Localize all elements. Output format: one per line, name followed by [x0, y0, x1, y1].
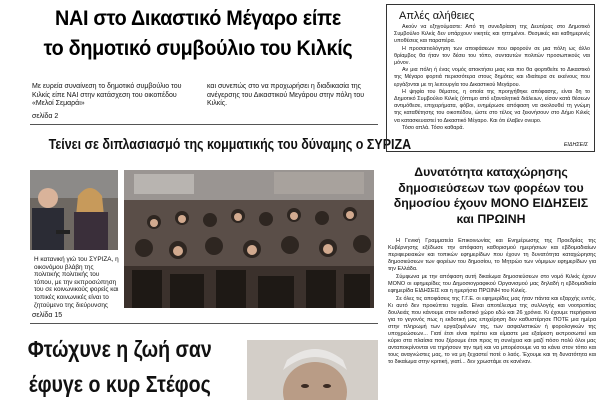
right-article-body — [388, 238, 596, 367]
third-headline — [22, 332, 218, 402]
photo-panel-speakers — [30, 170, 118, 250]
divider-1 — [30, 124, 378, 125]
portrait-photo-illustration — [247, 340, 378, 400]
page-reference-2: σελίδα 15 — [32, 312, 63, 319]
audience-photo-illustration — [124, 170, 374, 308]
photo-portrait — [247, 340, 378, 400]
third-headline-line2: έφυγε ο κυρ Στέφος — [28, 371, 211, 397]
editorial-signature: ΕΙΔΗΣΕΙΣ — [563, 142, 588, 148]
main-headline-line2: το δημοτικό συμβούλιο του Κιλκίς — [43, 36, 353, 60]
editorial-body — [394, 24, 590, 132]
editorial-paragraph: Η ψηφία του θέματος, η οποία της προηγήθηκε απόφασης, είναι δη το Δημοτικό Συμβούλιο Κιλκίς (όπτιμο από εξαναλητικά διάλειων, είσαν κατά θέσεων αντιμόθεσε, επιχειρήματα, φόβοι, ενημέρωσε απόφαση να ακολουθεί τη γνώμη της καταθέτησης του οικοπέδου, ώστε στο τέλος να ξεκινήσουν στο Δήμο Κιλκίς να κατασκευαστεί το Δικαστικό Μέγαρο. Και ότι έλαβεν ονειρο. — [394, 88, 590, 124]
article-paragraph: Η Γενική Γραμματεία Επικοινωνίας και Ενημέρωσης της Προεδρίας της Κυβέρνησης εξέδωσε την απόφαση καθορισμού ημερήσιων και εβδομαδιαίων περιφερειακών και τοπικών εφημερίδων που έχουν τη δυνατότητα καταχώρησης δημοσιεύσεων των φορέων του δημοσίου, το Μητρώο των νόμιμων εφημερίδων για την Ελλάδα. — [388, 238, 596, 272]
lede-column-1: Με ευρεία συναίνεση το δημοτικό συμβούλιο του Κιλκίς είπε ΝΑΙ στην κατάσχεση του οικοπέδου «Μελοί Σεμαράι» — [32, 83, 182, 107]
main-lede — [32, 83, 372, 109]
second-headline: Τείνει σε διπλασιασμό της κομματικής του δύναμης ο ΣΥΡΙΖΑ — [48, 137, 412, 153]
photo-caption: Η κατανική γιώ του ΣΥΡΙΖΑ, η οικονόμου βλάβη της πολιτικής πολιτικής του τόπου, με την εκπροσώπηση του σε κοινωνικούς φορείς και τοπικές κοινωνικές είναι το ζητούμενο της διεύρυνσης — [34, 256, 119, 309]
editorial-paragraph: Αν μια πόλη ή ένας νομός αποκτήσει μιας και πιο θα φορτιθείτε το Δικαστικό της Μέγαρο φορτιά περισσότερα στους δημότες και ιδιαίτερα σε εκείνους που εργάζονται με τη λειτουργία του Δικαστικού Μεγάρου. — [394, 67, 590, 88]
editorial-paragraph: Τόσο απλά. Τόσο καθαρά. — [402, 124, 465, 131]
speakers-photo-illustration — [30, 170, 118, 250]
lede-column-2: και συνεπώς στο να προχωρήσει η διαδικασία της ανέγερσης του Δικαστικού Μεγάρου στην πόλη του Κιλκίς. — [207, 83, 365, 107]
third-headline-line1: Φτώχυνε η ζωή σαν — [27, 336, 212, 362]
divider-2 — [30, 323, 378, 324]
photo-panel-audience — [124, 170, 374, 308]
main-headline — [34, 3, 362, 63]
editorial-box — [386, 4, 595, 152]
page-reference-1: σελίδα 2 — [32, 113, 59, 120]
article-paragraph: Σύμφωνα με την απόφαση αυτή δικαίωμα δημοσιεύσεων στο νομό Κιλκίς έχουν ΜΟΝΟ οι εφημερίδες του Δημοσιογραφικού Οργανισμού μας δηλαδή η εβδομαδιαία εφημερίδα ΕΙΔΗΣΕΙΣ και η ημερήσια ΠΡΩΙΝΗ του Κιλκίς. — [388, 274, 596, 294]
right-headline: Δυνατότητα καταχώρησης δημοσιεύσεων των φορέων του δημοσίου έχουν ΜΟΝΟ ΕΙΔΗΣΕΙΣ και ΠΡΩΙΝΗ — [393, 165, 589, 226]
main-headline-line1: ΝΑΙ στο Δικαστικό Μέγαρο είπε — [54, 6, 342, 30]
editorial-paragraph: Η προσαιτιολόγηση των αποφάσεων που αφορούν σε μια πόλη ως άλλο θρίαμβος θα ήταν τον δέσει του τόπο, συνταυτών πολιτών προσωπικούς ναι μόνον. — [394, 45, 590, 67]
editorial-title: Απλές αλήθειες — [399, 10, 475, 22]
article-paragraph: Σε όλες τις αποφάσεις της Γ.Γ.Ε. οι εφημερίδες μας ήταν πάντα και εξαρχής εντός. Κι αυτό δεν προκύπτει τυχαία. Είναι αποτέλεσμα της συλλογής και νοοτροπίας δουλειάς που κάνουμε στον εκδοτικό χώρο εδώ και 26 χρόνια. Κι έχουμε περήφανια για το γεγονός πως η εκδοτική μας επιχείρηση δεν καθυστέρησε ΠΟΤΕ μια ημέρα στην πληρωμή των εργαζομένων της, των ασφαλιστικών ή φορολογικών της υποχρεώσεων... Γιατί έτσι είναι πρέπει και είμαστε μια εξαίρεση εκπροσωπεί και κύριο στα πλαίσια που ξέρουμε έτσι προς τη συνέχεια και μαζί πόσο πολύ όλοι μας ανταποκρίνονται να τηρήσουν την τιμή και να μπορέσουμε να τα κάνει στον τόπο και τους αναγνώστες μας, το να μη ξεχαστεί ποτέ ο λαός. Έχουμε και τη δυνατότητα και το δικαίωμα στην κριτική, γιατί... δεν χρωστάμε σε κανέναν. — [388, 296, 596, 365]
editorial-paragraph: Ακούν να εξηγούμαστε: Από τη συνεδρίαση της Δευτέρας στο Δημοτικό Συμβούλιο Κιλκίς δεν υπάρχουν νικητές και ηττημένοι. Θεσμικές και καθημερινές υποθέσεις και παραπέρα. — [394, 24, 590, 45]
